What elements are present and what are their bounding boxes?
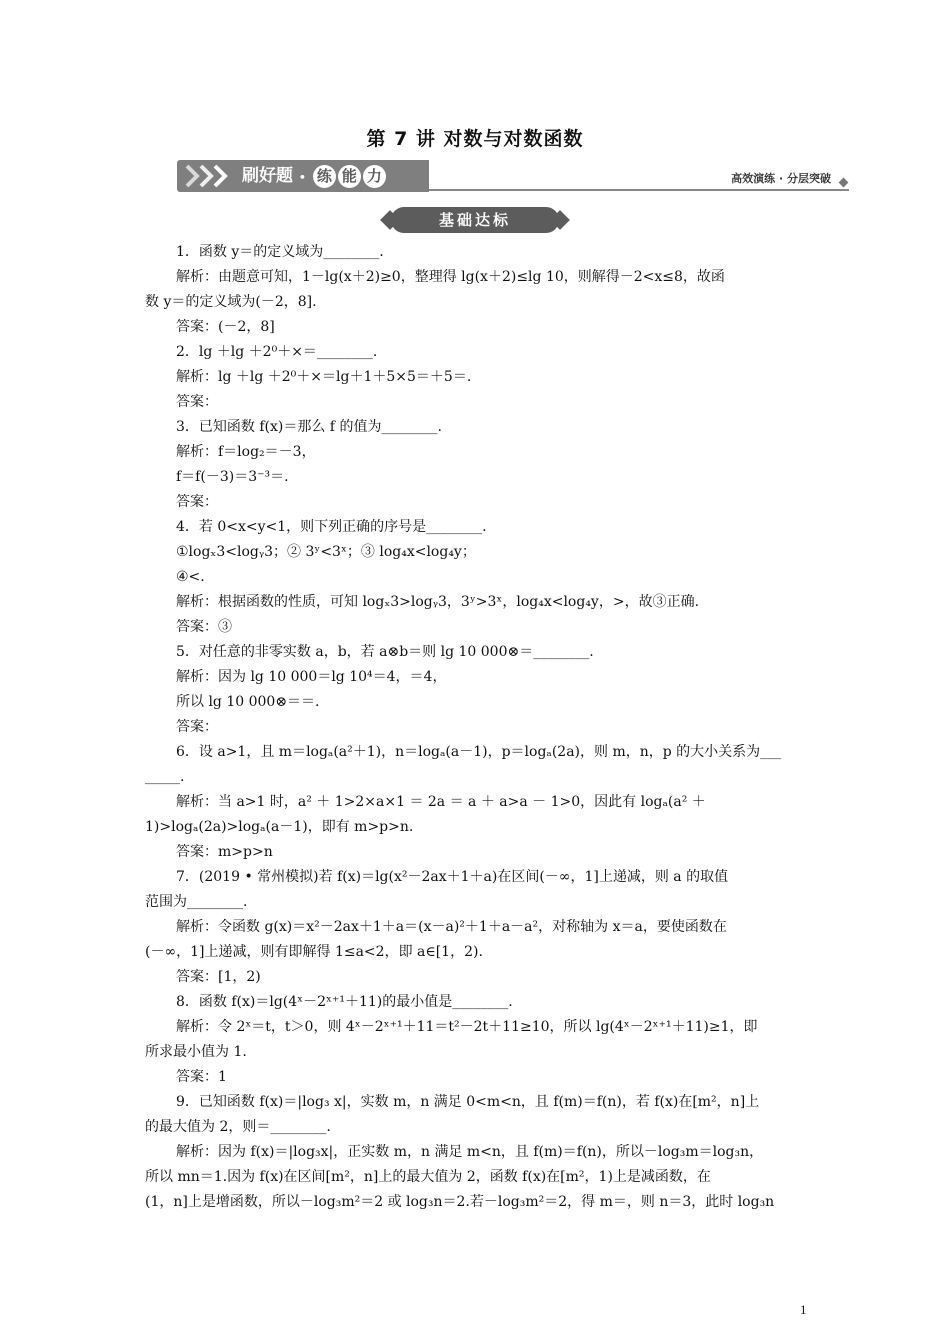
text-line: 3．已知函数 f(x)＝那么 f 的值为________. — [176, 419, 442, 435]
text-line: 1)>logₐ(2a)>logₐ(a－1)，即有 m>p>n. — [145, 819, 414, 835]
text-line: 解析：令函数 g(x)＝x²－2ax＋1＋a＝(x－a)²＋1＋a－a²，对称轴为 x＝a，要使函数在 — [176, 919, 727, 935]
subsection-banner — [377, 207, 573, 235]
text-line: 答案：(－2，8] — [176, 319, 275, 335]
text-line: 7．(2019 • 常州模拟)若 f(x)＝lg(x²－2ax＋1＋a)在区间(－∞，1]上递减，则 a 的取值 — [176, 869, 729, 885]
banner-rule — [429, 189, 849, 191]
text-line: 9．已知函数 f(x)＝|log₃ x|，实数 m，n 满足 0<m<n，且 f(m)＝f(n)，若 f(x)在[m²，n]上 — [176, 1094, 760, 1110]
text-line: 解析：lg ＋lg ＋2⁰＋×＝lg＋1＋5×5＝＋5＝. — [176, 369, 472, 385]
text-line: 答案：m>p>n — [176, 844, 273, 860]
text-line: 6．设 a>1，且 m＝logₐ(a²＋1)，n＝logₐ(a－1)，p＝logₐ(2a)，则 m，n，p 的大小关系为___ — [176, 744, 782, 760]
text-line: 范围为________. — [145, 894, 248, 910]
page-number: 1 — [800, 1302, 807, 1317]
text-line: 所求最小值为 1. — [145, 1044, 247, 1060]
text-line: 答案：③ — [176, 619, 232, 635]
banner-circle-3: 力 — [363, 165, 386, 188]
text-line: 解析：由题意可知，1－lg(x＋2)≥0，整理得 lg(x＋2)≤lg 10，则解得－2<x≤8，故函 — [176, 269, 725, 285]
diamond-icon — [839, 178, 849, 188]
text-line: 数 y＝的定义域为(－2，8]. — [145, 294, 317, 310]
text-line: (－∞，1]上递减，则有即解得 1≤a<2，即 a∈[1，2). — [145, 944, 483, 960]
page-title: 第 7 讲 对数与对数函数 — [366, 128, 584, 150]
text-line: 5．对任意的非零实数 a，b，若 a⊗b＝则 lg 10 000⊗＝________. — [176, 644, 594, 660]
subsection-title: 基础达标 — [438, 211, 511, 229]
banner-label — [242, 163, 387, 191]
text-line: 答案：[1，2) — [176, 969, 261, 985]
text-line: 解析：因为 f(x)＝|log₃x|，正实数 m，n 满足 m<n，且 f(m)＝f(n)，所以－log₃m＝log₃n， — [176, 1144, 764, 1160]
text-line: 1．函数 y＝的定义域为________. — [176, 244, 384, 260]
exercise-body — [145, 240, 808, 1215]
text-line: 所以 mn＝1.因为 f(x)在区间[m²，n]上的最大值为 2，函数 f(x)在[m²，1)上是减函数，在 — [145, 1169, 711, 1185]
text-line: ④<. — [176, 569, 205, 585]
text-line: 解析：根据函数的性质，可知 logₓ3>logᵧ3，3ʸ>3ˣ，log₄x<log₄y，>，故③正确. — [176, 594, 700, 610]
text-line: 4．若 0<x<y<1，则下列正确的序号是________. — [176, 519, 487, 535]
text-line: 答案： — [176, 394, 218, 410]
banner-circle-1: 练 — [313, 165, 336, 188]
text-line: 2．lg ＋lg ＋2⁰＋×＝________. — [176, 344, 378, 360]
text-line: 的最大值为 2，则＝________. — [145, 1119, 331, 1135]
chevron-arrows-icon — [185, 164, 237, 188]
text-line: 解析：因为 lg 10 000＝lg 10⁴＝4，＝4， — [176, 669, 447, 685]
text-line: 答案： — [176, 719, 218, 735]
banner-tab — [177, 160, 429, 192]
banner-tagline: 高效演练 · 分层突破 — [731, 172, 831, 185]
banner-dot: • — [298, 171, 306, 184]
text-line: ①logₓ3<logᵧ3；② 3ʸ<3ˣ；③ log₄x<log₄y； — [176, 544, 476, 560]
banner-label-main: 刷好题 — [242, 166, 293, 186]
text-line: 答案：1 — [176, 1069, 227, 1085]
section-banner — [177, 160, 849, 194]
text-line: 解析：当 a>1 时，a² ＋ 1>2×a×1 ＝ 2a ＝ a ＋ a>a － 1>0，因此有 logₐ(a² ＋ — [176, 794, 706, 810]
text-line: 解析：f＝log₂＝－3， — [176, 444, 316, 460]
text-line: 所以 lg 10 000⊗＝＝. — [176, 694, 320, 710]
text-line: (1，n]上是增函数，所以－log₃m²＝2 或 log₃n＝2.若－log₃m²＝2，得 m＝，则 n＝3，此时 log₃n — [145, 1194, 775, 1210]
text-line: 答案： — [176, 494, 218, 510]
text-line: f＝f(－3)＝3⁻³＝. — [176, 469, 289, 485]
text-line: 解析：令 2ˣ＝t，t＞0，则 4ˣ－2ˣ⁺¹＋11＝t²－2t＋11≥10，所以 lg(4ˣ－2ˣ⁺¹＋11)≥1，即 — [176, 1019, 758, 1035]
text-line: _____. — [145, 769, 185, 785]
banner-circle-2: 能 — [338, 165, 361, 188]
text-line: 8．函数 f(x)＝lg(4ˣ－2ˣ⁺¹＋11)的最小值是________. — [176, 994, 513, 1010]
